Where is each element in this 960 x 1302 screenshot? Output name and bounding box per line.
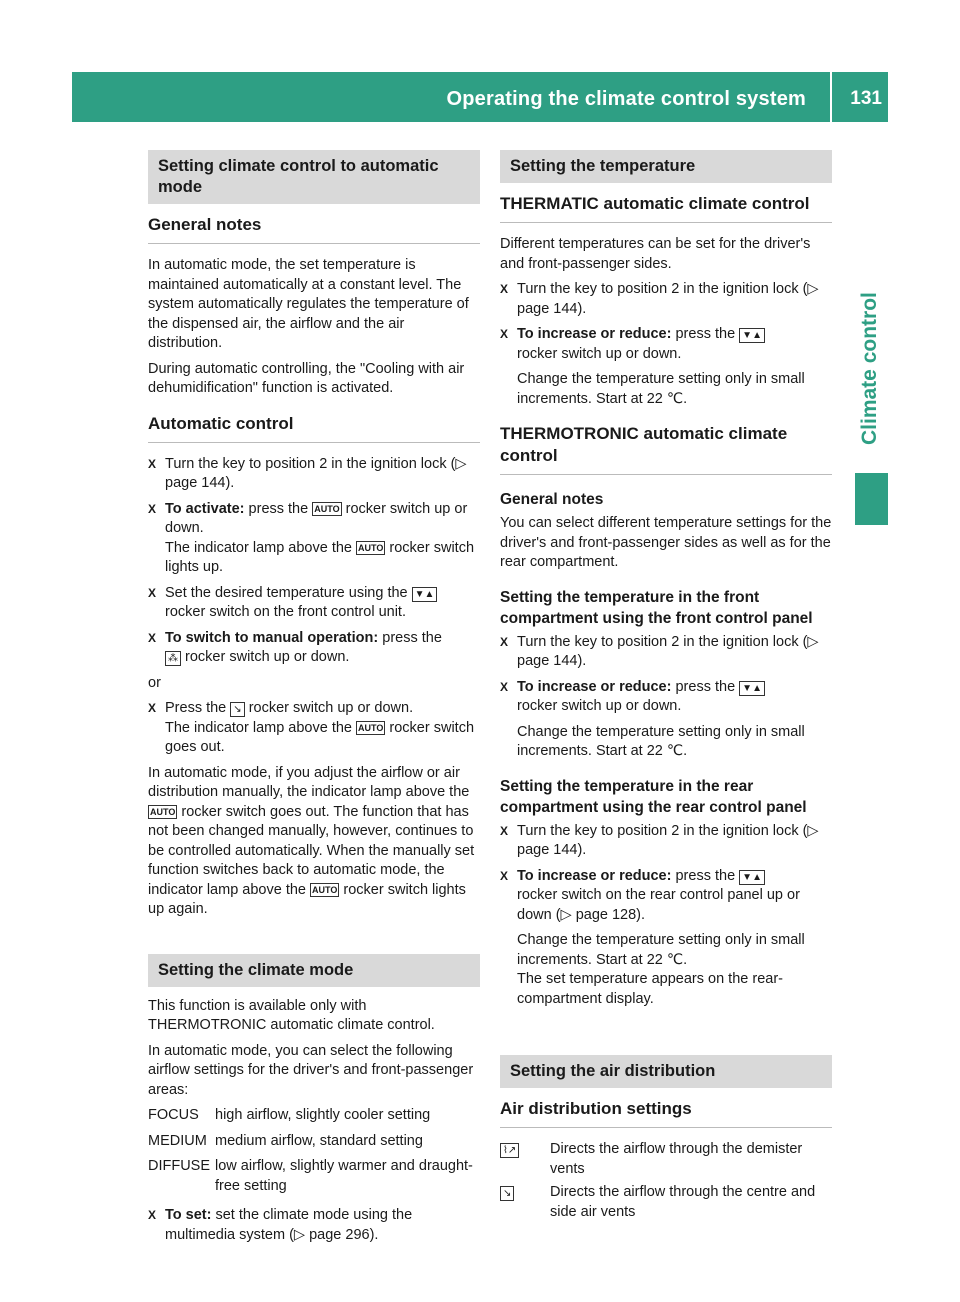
temperature-rocker-icon: ▼▲ — [739, 681, 765, 696]
auto-icon: AUTO — [314, 503, 340, 514]
mode-name: FOCUS — [148, 1107, 199, 1123]
step: X To set: set the climate mode using the multimedia system (▷ page 296). — [148, 1207, 413, 1243]
step: X Press the ↘ rocker switch up or down. The indicator lamp above the AUTO rocker switch goes out. — [148, 700, 475, 755]
page-number: 131 — [850, 88, 882, 109]
heading-thermotronic: THERMOTRONIC automatic climate control — [500, 423, 832, 475]
step: X Turn the key to position 2 in the ignition lock (▷ page 144). — [500, 822, 819, 858]
step: X To increase or reduce: press the ▼▲ rocker switch up or down. Change the temperature setting only in small increments. Start at 22 ℃. — [500, 678, 805, 759]
step: X To increase or reduce: press the ▼▲ rocker switch on the rear control panel up or down (▷ page 128). Change the temperature setting only in small increments. Start at 22 ℃. The set temperature appears on the rear-compartment display. — [500, 867, 805, 1007]
section-title-climate-mode: Setting the climate mode — [148, 954, 480, 987]
heading-front-compartment: Setting the temperature in the front compartment using the front control panel — [500, 588, 813, 627]
arrow-icon: X — [500, 868, 509, 883]
header-title: Operating the climate control system — [446, 88, 806, 110]
climate-mode-table — [148, 1106, 480, 1196]
air-distribution-table — [500, 1140, 832, 1222]
centre-vent-airflow-icon: ↘ — [500, 1186, 514, 1201]
heading-air-distribution-settings: Air distribution settings — [500, 1098, 832, 1128]
airflow-off-icon: ⁂ — [165, 651, 181, 666]
step: X Turn the key to position 2 in the ignition lock (▷ page 144). — [148, 455, 467, 491]
step: X To switch to manual operation: press the ⁂ rocker switch up or down. — [148, 629, 442, 665]
temperature-rocker-icon: ▼▲ — [412, 587, 438, 602]
paragraph: This function is available only with THERMOTRONIC automatic climate control. — [148, 997, 435, 1033]
mode-name: MEDIUM — [148, 1132, 207, 1149]
mode-desc: medium airflow, standard setting — [215, 1132, 423, 1149]
auto-icon: AUTO — [312, 884, 338, 895]
page-header — [72, 72, 888, 122]
step: X To increase or reduce: press the ▼▲ rocker switch up or down. Change the temperature setting only in small increments. Start at 22 ℃. — [500, 326, 805, 407]
paragraph: In automatic mode, you can select the following airflow settings for the driver's and front-passenger areas: — [148, 1042, 474, 1098]
side-tab-label: Climate control — [858, 292, 881, 445]
air-distribution-desc: Directs the airflow through the centre and side air vents — [550, 1184, 816, 1220]
step: X Set the desired temperature using the ▼▲ rocker switch on the front control unit. — [148, 584, 480, 623]
right-column — [500, 150, 832, 1222]
heading-general-notes: General notes — [500, 491, 604, 508]
section-title-temperature: Setting the temperature — [500, 150, 832, 183]
arrow-icon: X — [500, 679, 509, 694]
air-distribution-desc: Directs the airflow through the demister vents — [550, 1141, 803, 1177]
step: X Turn the key to position 2 in the ignition lock (▷ page 144). — [500, 633, 819, 669]
arrow-icon: X — [500, 634, 509, 649]
header-separator — [830, 72, 832, 122]
paragraph: In automatic mode, the set temperature is maintained automatically at a constant level. The system automatically regulates the temperature of the dispensed air, the airflow and the air distribution. — [148, 257, 469, 351]
paragraph: or — [148, 674, 161, 691]
auto-icon: AUTO — [150, 806, 176, 817]
arrow-icon: X — [148, 1208, 157, 1222]
arrow-icon: X — [148, 585, 157, 600]
demister-airflow-icon: ⌇↗ — [500, 1143, 519, 1158]
paragraph: Different temperatures can be set for the driver's and front-passenger sides. — [500, 236, 811, 272]
section-title-air-distribution: Setting the air distribution — [500, 1055, 832, 1088]
heading-general-notes: General notes — [148, 214, 480, 244]
step: X To activate: press the AUTO rocker switch up or down. The indicator lamp above the AUTO rocker switch lights up. — [148, 500, 475, 575]
air-distribution-icon: ↘ — [230, 702, 244, 717]
mode-name: DIFFUSE — [148, 1158, 211, 1174]
heading-automatic-control: Automatic control — [148, 413, 480, 443]
paragraph: In automatic mode, if you adjust the airflow or air distribution manually, the indicator lamp above the AUTO rocker switch goes out. The function that has not been changed manually, however, continues to be controlled automatically. When the manually set function switches back to automatic mode, the indicator lamp above the AUTO rocker switch lights up again. — [148, 764, 475, 917]
step: X Turn the key to position 2 in the ignition lock (▷ page 144). — [500, 281, 819, 317]
arrow-icon: X — [500, 282, 509, 296]
paragraph: During automatic controlling, the "Cooling with air dehumidification" function is activated. — [148, 360, 465, 396]
side-marker — [855, 473, 888, 525]
temperature-rocker-icon: ▼▲ — [739, 870, 765, 885]
arrow-icon: X — [148, 630, 157, 645]
heading-rear-compartment: Setting the temperature in the rear compartment using the rear control panel — [500, 777, 807, 816]
left-column — [148, 150, 480, 1251]
arrow-icon: X — [148, 701, 157, 715]
auto-icon: AUTO — [358, 722, 384, 733]
arrow-icon: X — [500, 823, 509, 838]
section-title-auto-mode: Setting climate control to automatic mode — [148, 150, 480, 204]
paragraph: You can select different temperature settings for the driver's and front-passenger sides as well as for the rear compartment. — [500, 515, 832, 570]
side-tab — [855, 292, 885, 445]
arrow-icon: X — [148, 456, 157, 471]
mode-desc: low airflow, slightly warmer and draught-free setting — [215, 1158, 473, 1194]
mode-desc: high airflow, slightly cooler setting — [215, 1107, 431, 1123]
arrow-icon: X — [500, 327, 509, 341]
temperature-rocker-icon: ▼▲ — [739, 328, 765, 343]
auto-icon: AUTO — [358, 542, 384, 553]
arrow-icon: X — [148, 501, 157, 516]
heading-thermatic: THERMATIC automatic climate control — [500, 193, 832, 223]
